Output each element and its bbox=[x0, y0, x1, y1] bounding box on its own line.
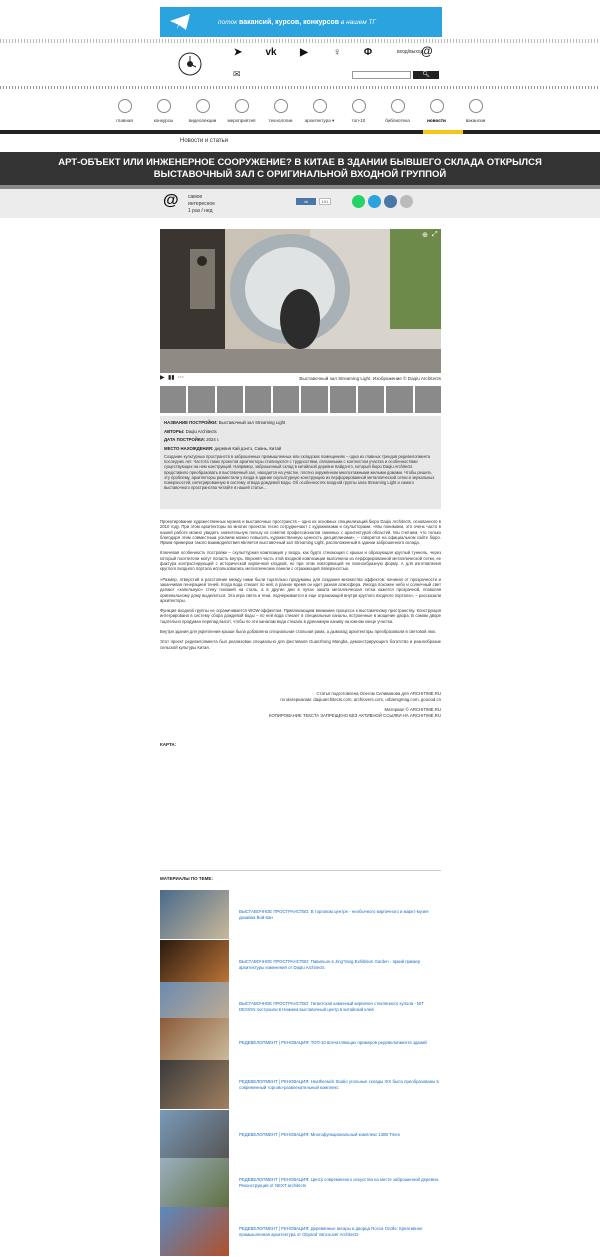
breadcrumb[interactable]: Новости и статьи bbox=[180, 138, 229, 144]
search-input[interactable] bbox=[352, 71, 411, 79]
divider bbox=[0, 39, 600, 43]
news-icon bbox=[430, 99, 444, 113]
jobs-icon bbox=[469, 99, 483, 113]
credits: Статья подготовлена Олегом Селиванова для ARCHITIME.RU по материалам: daqiuarchitects.com, archiovers.com, urbansgmag.com, gooood.cn Материал © ARCHITIME.RU КОПИРОВАНИЕ ТЕКСТА ЗАПРЕЩЕНО БЕЗ АКТИВНОЙ ССЫЛКИ НА ARCHITIME.RU bbox=[268, 691, 441, 718]
telegram-icon[interactable]: ➤ bbox=[233, 47, 243, 58]
related-thumbnail[interactable] bbox=[160, 1158, 229, 1207]
related-thumbnail[interactable] bbox=[160, 1060, 229, 1109]
banner-text: поток вакансий, курсов, конкурсов в нашем TГ bbox=[218, 18, 376, 26]
page-title: АРТ-ОБЪЕКТ ИЛИ ИНЖЕНЕРНОЕ СООРУЖЕНИЕ? В КИТАЕ В ЗДАНИИ БЫВШЕГО СКЛАДА ОТКРЫЛСЯ ВЫСТАВОЧНЫЙ ЗАЛ С ОРИГИНАЛЬНОЙ ВХОДНОЙ ГРУППОЙ bbox=[58, 157, 542, 180]
at-icon: @ bbox=[163, 192, 179, 209]
related-item[interactable]: ВЫСТАВОЧНОЕ ПРОСТРАНСТВО: В торговом центре - необычного кирпичного и маркт-музея дизайна Вой Кан bbox=[160, 890, 441, 939]
related-item[interactable]: РЕДЕВЕЛОПМЕНТ | РЕНОВАЦИЯ: Многофункциональный комплекс 1388 Trees bbox=[160, 1110, 441, 1159]
vk-share-icon[interactable] bbox=[384, 195, 397, 208]
video-icon bbox=[196, 99, 210, 113]
whatsapp-icon[interactable] bbox=[352, 195, 365, 208]
telegram-share-icon[interactable] bbox=[368, 195, 381, 208]
divider bbox=[0, 86, 600, 89]
tech-icon bbox=[274, 99, 288, 113]
related-item[interactable]: РЕДЕВЕЛОПМЕНТ | РЕНОВАЦИЯ: Heatherwick Studio угольные склады XIX было преобразованы в современный торгово-развлекательный комплекс bbox=[160, 1060, 441, 1109]
zoom-icon[interactable]: ⊕ bbox=[422, 232, 428, 239]
fullscreen-icon[interactable]: ⤢ bbox=[432, 231, 438, 238]
active-indicator bbox=[423, 130, 463, 134]
related-thumbnail[interactable] bbox=[160, 1207, 229, 1256]
contest-icon bbox=[157, 99, 171, 113]
thumbnail[interactable] bbox=[217, 386, 243, 413]
logo[interactable] bbox=[168, 44, 212, 84]
related-item[interactable]: РЕДЕВЕЛОПМЕНТ | РЕНОВАЦИЯ: Центр современного искусства на месте заброшенной деревни. Реконструкция от NEXT architects bbox=[160, 1158, 441, 1207]
related-item[interactable]: РЕДЕВЕЛОПМЕНТ | РЕНОВАЦИЯ: ТОП-10 впечатляющих примеров редевелопмента зданий bbox=[160, 1018, 441, 1067]
search-icon: 🔍︎ bbox=[422, 72, 430, 78]
thumbnail[interactable] bbox=[386, 386, 412, 413]
play-icon[interactable]: ▶ bbox=[160, 375, 165, 381]
main-photo[interactable] bbox=[160, 229, 441, 373]
nav-item-top10[interactable]: топ-10 bbox=[339, 96, 378, 130]
nav-item-architecture[interactable]: архитектура ▾ bbox=[300, 96, 339, 130]
nav-item-tech[interactable]: технологии bbox=[261, 96, 300, 130]
related-item[interactable]: ВЫСТАВОЧНОЕ ПРОСТРАНСТВО: Гигантская каменный кирпичен стеклянного купола - NIT DESIGN построили в Нижнем выставочный центр в китайский клей bbox=[160, 982, 441, 1031]
thumbnail[interactable] bbox=[415, 386, 441, 413]
youtube-icon[interactable]: ▶ bbox=[300, 47, 308, 58]
top10-icon bbox=[352, 99, 366, 113]
nav-item-events[interactable]: мероприятия bbox=[222, 96, 261, 130]
telegram-icon bbox=[160, 7, 200, 37]
events-icon bbox=[235, 99, 249, 113]
nav-item-news[interactable]: новости bbox=[417, 96, 456, 130]
telegram-banner[interactable] bbox=[160, 7, 442, 37]
thumbnail[interactable] bbox=[301, 386, 327, 413]
thumbnail[interactable] bbox=[160, 386, 186, 413]
email-at-icon[interactable]: @ bbox=[421, 44, 433, 58]
nav-item-jobs[interactable]: вакансии bbox=[456, 96, 495, 130]
vk-like-button[interactable]: vk bbox=[296, 198, 316, 205]
nav-item-home[interactable]: главная bbox=[105, 96, 144, 130]
like-count: 101 bbox=[319, 198, 331, 205]
nav-item-contests[interactable]: конкурсы bbox=[144, 96, 183, 130]
thumbnail[interactable] bbox=[273, 386, 299, 413]
divider bbox=[160, 870, 441, 871]
phi-icon[interactable]: Φ bbox=[363, 47, 373, 58]
home-icon bbox=[118, 99, 132, 113]
more-share-icon[interactable] bbox=[400, 195, 413, 208]
map-label: КАРТА: bbox=[160, 742, 177, 747]
related-title: МАТЕРИАЛЫ ПО ТЕМЕ: bbox=[160, 876, 213, 881]
thumbnail[interactable] bbox=[358, 386, 384, 413]
vk-icon[interactable]: vk bbox=[265, 47, 277, 58]
newsletter-text[interactable]: самое интересное 1 раз / нед bbox=[188, 194, 215, 214]
nav-bar bbox=[0, 130, 600, 134]
related-item[interactable]: РЕДЕВЕЛОПМЕНТ | РЕНОВАЦИЯ: Деревянные ангары и дворца Rocca Ozolle: Креативное промышленная архитектура от Gbyand Vancouver Architects bbox=[160, 1207, 441, 1256]
main-nav bbox=[105, 96, 495, 130]
search-button[interactable] bbox=[413, 71, 439, 79]
login-link[interactable]: вход/выход bbox=[397, 49, 424, 55]
library-icon bbox=[391, 99, 405, 113]
thumbnail[interactable] bbox=[330, 386, 356, 413]
related-thumbnail[interactable] bbox=[160, 1110, 229, 1159]
nav-item-library[interactable]: библиотека bbox=[378, 96, 417, 130]
mail-icon[interactable]: ✉ bbox=[233, 69, 241, 79]
thumbnail-strip bbox=[160, 386, 441, 413]
more-icon[interactable]: ⋯ bbox=[177, 375, 184, 381]
odnoklassniki-icon[interactable]: ♀ bbox=[333, 47, 341, 58]
photo-caption: Выставочный зал Streaming Light. Изображение © Daqiu Architects bbox=[299, 376, 441, 381]
grid-icon[interactable]: ▮▮ bbox=[167, 375, 175, 381]
nav-item-video[interactable]: видеолекции bbox=[183, 96, 222, 130]
title-bar bbox=[0, 152, 600, 189]
thumbnail[interactable] bbox=[188, 386, 214, 413]
related-item[interactable]: ВЫСТАВОЧНОЕ ПРОСТРАНСТВО: Павильон в Jing'Yang Exhibition Garden - яркий пример архитектуры изменения от Daqiu Architects bbox=[160, 940, 441, 989]
related-thumbnail[interactable] bbox=[160, 890, 229, 939]
thumbnail[interactable] bbox=[245, 386, 271, 413]
architecture-icon bbox=[313, 99, 327, 113]
article-body: Проектирование художественных музеев и выставочных пространств – одно из основных специализаций бюро Daqiu Architects, основанного в 2010 году. При этом архитекторы во многих проектах тесно сотрудничают с художниками и скульпторами. «Мы понимаем, это очень часто в нашей работе можно увидеть значительную пользу из советов профессионалов смежных с архитектурой областей. Мы считаем, что только благодаря этим совместным усилиям можно повысить художественную ценность дисциплинами», – говорится на официальном сайте бюро. Ярким примером такого взаимодействия является выставочный зал Streaming Light, расположенный в здании заброшенного склада. Ключевая особенность постройки – скульптурная композиция у входа, как будто стекающая с крыши и образующая круглый туннель, через который посетители могут попасть внутрь. Верхняя часть этой входной композиции выполнена из перфорированной металлической сетки, ее фактура контрастирующей с исторической кирпичной кладкой, но при этом повторяющей ее волнообразную форму. А для изготовления круглого входного портала использовались металлические панели с отражающей поверхностью. «Размер, отверстий и расстояние между ними были тщательно продуманы для создания множества эффектов: начиная от прозрачности и заканчивая генерацией теней. Когда вода стекает по ней, в разное время он идет разная атмосфера. Иногда похожее небо и солнечный свет делают «капельную» стену похожей на сталь, а в другие дни в лучах заката металлическая сетка кажется прозрачной, позволяя оригинальному дому выделиться. Эта игра света и тени, подчеркивается и еще отражающей внутри круглого входного портала», – рассказали архитекторы. Функция входной группы не ограничивается WOW-эффектом. Привлекающим внимание процесса к выставочному пространству. Конструкция интегрирована в систему сбора дождевой воды – по ней вода стекает в специальные каналы, встроенные в мощение двора. В самом дворе тщательно продуман перепад высот, чтобы по эти каналам вода стекала в дренажную канаву на южном конце участка. Внутри здания для укрепления крыши была добавлена специальная стальная рама, а дымоход архитекторы преобразовали в световой люк. Этот проект редевелопмента был реализован специально для фестиваля Guanzhong Mangba, демонстрирующего богатство и разнообразие сельской культуры Китая. bbox=[160, 519, 441, 650]
project-info: НАЗВАНИЕ ПОСТРОЙКИ: Выставочный зал Streaming Light АВТОРЫ: Daqiu Architects ДАТА ПОСТРОЙКИ: 2024 г. МЕСТО НАХОЖДЕНИЯ: деревня Кай дэнтэ, Сиань, Китай Создание культурных пространств в заброшенных промышленных или складских помещениях – одна из главных трендов редевелопмента последних лет. Частота таких проектов архитекторы стилизуются с трудностями, связанными с контекстом участка и особенностями существующих на нем конструкций. Например, заброшенный склад в китайской деревне Кайдэнтэ, который бюро Daqiu Architects представило преобразовать в выставочный зал, находится на участке, плотно окружённом многоэтажными жилыми домами. Чтобы решить эту проблему, архитекторы разместили у входа в здание скульптурную конструкцию из перфорированной металлической сетки и зеркальных поверхностей, интегрированную в систему отвода дождевой воды. Об особенностях входной группы зала Streaming Light и самого выставочного пространства читайте в нашей статье... bbox=[160, 416, 441, 509]
